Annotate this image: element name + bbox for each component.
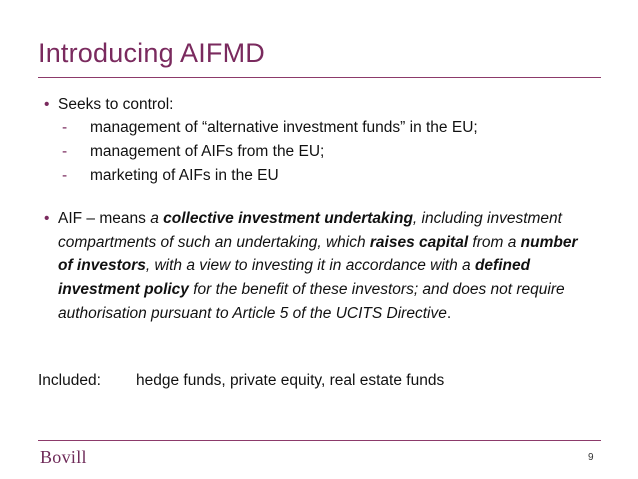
definition-part: from a [468,233,521,251]
bullet-marker: • [44,96,50,113]
title-divider [38,77,601,78]
list-item-text: management of “alternative investment funds” in the EU; [90,119,478,136]
dash-marker: - [62,119,68,136]
footer-divider [38,440,601,441]
definition-text [58,207,578,326]
definition-emphasis: defined investment policy [58,257,531,299]
bullet-seeks-to-control [44,93,173,116]
dash-marker: - [62,167,68,184]
definition-lead: AIF – means [58,210,151,227]
list-item-text: marketing of AIFs in the EU [90,167,279,184]
slide-title: Introducing AIFMD [38,38,265,68]
list-item-text: management of AIFs from the EU; [90,143,325,160]
list-item [62,164,478,188]
list-item [62,140,478,164]
bullet-marker: • [44,210,50,227]
bullet-aif-definition [44,207,584,326]
definition-emphasis: raises capital [369,233,469,251]
definition-end: . [446,304,452,322]
definition-part: for the benefit of these investors; and does not require authorisation pursuant to Article 5 of the UCITS Directive [58,281,565,322]
bullet-text: Seeks to control: [58,96,174,113]
included-line [38,372,444,390]
definition-part: , including investment compartments of such an undertaking, which [58,210,562,251]
dash-marker: - [62,143,68,160]
definition-part: , with a view to investing it in accordance with a [145,257,475,275]
definition-emphasis: collective investment undertaking [163,210,413,227]
definition-emphasis: number of investors [58,233,578,275]
included-value: hedge funds, private equity, real estate funds [136,372,445,389]
sub-list [62,116,478,188]
page-number: 9 [588,452,594,463]
included-label: Included: [38,372,101,389]
definition-part: a [150,210,164,227]
bovill-logo: Bovill [40,447,87,467]
list-item [62,116,478,140]
